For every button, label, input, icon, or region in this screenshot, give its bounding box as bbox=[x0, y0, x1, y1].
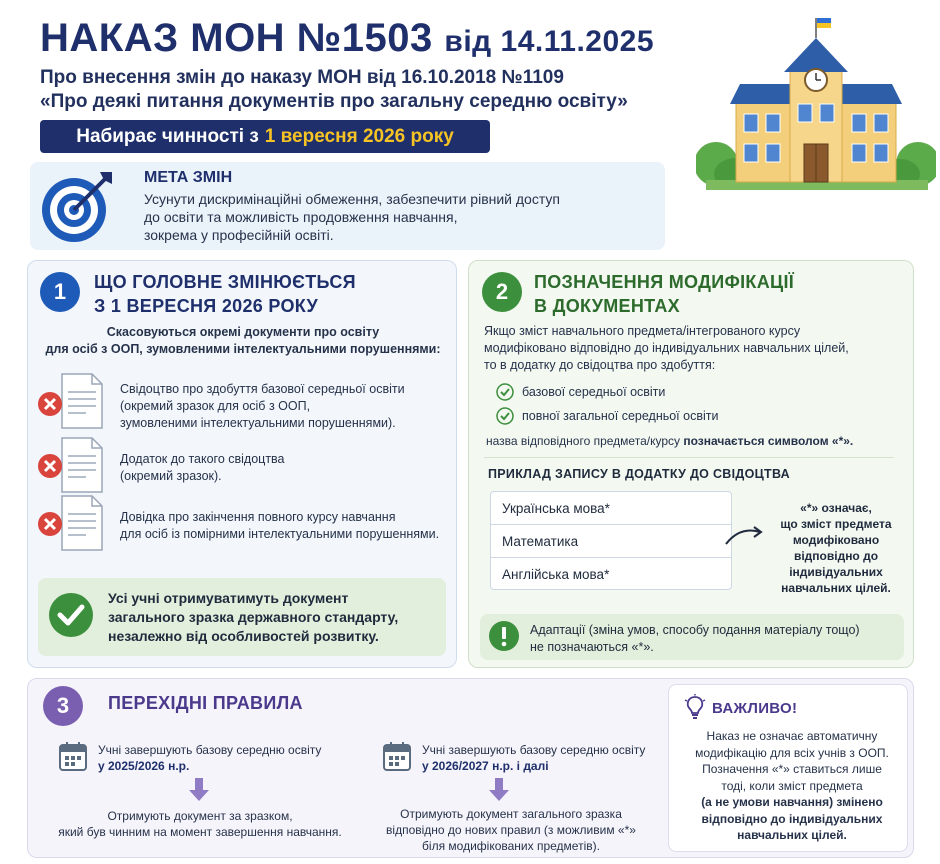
result-line: незалежно від особливостей розвитку. bbox=[108, 628, 379, 644]
adaptation-note-line: Адаптації (зміна умов, способу подання матеріалу тощо) bbox=[530, 623, 860, 637]
example-title: ПРИКЛАД ЗАПИСУ В ДОДАТКУ ДО СВІДОЦТВА bbox=[488, 467, 790, 481]
note-line: «*» означає, bbox=[800, 501, 872, 515]
important-line: модифікацію для всіх учнів з ООП. bbox=[695, 745, 889, 760]
calendar-icon bbox=[382, 740, 412, 772]
subtitle-line-2: «Про деякі питання документів про загальну середню освіту» bbox=[40, 91, 628, 112]
intro-line: Якщо зміст навчального предмета/інтегрованого курсу bbox=[484, 324, 801, 338]
cross-icon bbox=[38, 392, 62, 416]
effective-date: 1 вересня 2026 року bbox=[264, 125, 454, 147]
section-3-title: ПЕРЕХІДНІ ПРАВИЛА bbox=[108, 693, 303, 713]
case-condition-text: Учні завершують базову середню освіту bbox=[422, 743, 646, 757]
case-result-line: Отримують документ загального зразка bbox=[400, 807, 622, 821]
case-result-line: Отримують документ за зразком, bbox=[107, 809, 293, 823]
check-item-label: повної загальної середньої освіти bbox=[522, 409, 719, 423]
section-1-title-line: З 1 ВЕРЕСНЯ 2026 РОКУ bbox=[94, 296, 318, 316]
example-row: Англійська мова* bbox=[502, 567, 610, 582]
document-title: Додаток до такого свідоцтва bbox=[120, 452, 285, 466]
effective-prefix: Набирає чинності з bbox=[76, 125, 259, 147]
calendar-icon bbox=[58, 740, 88, 772]
divider bbox=[484, 457, 894, 458]
exclamation-icon bbox=[488, 620, 520, 652]
section-modification-marking bbox=[468, 260, 914, 668]
document-icon bbox=[62, 438, 102, 492]
result-text bbox=[108, 589, 438, 646]
important-line: Позначення «*» ставиться лише bbox=[702, 762, 882, 776]
document-icon bbox=[62, 374, 102, 428]
case-year: у 2026/2027 н.р. і далі bbox=[422, 759, 549, 773]
important-line: відповідно до індивідуальних bbox=[701, 811, 883, 826]
result-line: Усі учні отримуватимуть документ bbox=[108, 590, 349, 606]
school-building-icon bbox=[696, 14, 936, 190]
example-note bbox=[760, 500, 912, 596]
check-item bbox=[496, 407, 718, 425]
goal-text bbox=[144, 190, 644, 244]
case-result-line: відповідно до нових правил (з можливим «*» bbox=[386, 823, 636, 837]
adaptation-note bbox=[530, 622, 890, 656]
section-2-title bbox=[534, 270, 794, 318]
symbol-rule-bold: позначається символом «*». bbox=[683, 434, 854, 448]
check-circle-icon bbox=[48, 592, 94, 638]
important-title: ВАЖЛИВО! bbox=[712, 700, 798, 717]
note-line: індивідуальних bbox=[789, 565, 883, 579]
section-2-intro bbox=[484, 323, 894, 374]
cancelled-document-icon bbox=[36, 436, 106, 494]
effective-date-banner bbox=[40, 120, 490, 153]
subtitle-line-1: Про внесення змін до наказу МОН від 16.10.2018 №1109 bbox=[40, 67, 564, 88]
example-row: Математика bbox=[502, 534, 579, 549]
example-row: Українська мова* bbox=[502, 501, 610, 516]
check-circle-icon bbox=[496, 383, 514, 401]
target-icon bbox=[40, 168, 116, 244]
case-result-line: який був чинним на момент завершення навчання. bbox=[58, 825, 342, 839]
goal-title: МЕТА ЗМІН bbox=[144, 169, 233, 186]
intro-line: модифіковано відповідно до індивідуальних навчальних цілей, bbox=[484, 341, 849, 355]
goal-text-line: до освіти та можливість продовження навчання, bbox=[144, 209, 458, 225]
note-line: що зміст предмета bbox=[780, 517, 892, 531]
case-2-condition bbox=[422, 742, 645, 774]
cross-icon bbox=[38, 454, 62, 478]
symbol-rule bbox=[486, 434, 853, 448]
intro-line: то в додатку до свідоцтва про здобуття: bbox=[484, 358, 716, 372]
order-title: НАКАЗ МОН №1503 bbox=[40, 16, 433, 60]
section-1-title-line: ЩО ГОЛОВНЕ ЗМІНЮЄТЬСЯ bbox=[94, 272, 356, 292]
section-2-title-line: ПОЗНАЧЕННЯ МОДИФІКАЦІЇ bbox=[534, 272, 795, 292]
cancelled-document-icon bbox=[36, 494, 106, 552]
check-circle-icon bbox=[496, 407, 514, 425]
section-number-1: 1 bbox=[40, 272, 80, 312]
cross-icon bbox=[38, 512, 62, 536]
symbol-rule-prefix: назва відповідного предмета/курсу bbox=[486, 434, 680, 448]
intro-line: Скасовуються окремі документи про освіту bbox=[106, 325, 380, 339]
case-result-line: біля модифікованих предметів). bbox=[422, 839, 600, 853]
section-1-title bbox=[94, 270, 356, 318]
document-title: Свідоцтво про здобуття базової середньої освіти bbox=[120, 382, 405, 396]
arrow-down-icon bbox=[488, 778, 510, 802]
document-note: для осіб із помірними інтелектуальними порушеннями. bbox=[120, 527, 440, 541]
important-line: (а не умови навчання) змінено bbox=[701, 795, 883, 809]
cancelled-document-2 bbox=[120, 451, 455, 485]
intro-line: для осіб з ООП, зумовленими інтелектуальними порушеннями: bbox=[45, 342, 441, 356]
goal-text-line: зокрема у професійній освіті. bbox=[144, 227, 334, 243]
note-line: навчальних цілей. bbox=[781, 581, 891, 595]
note-line: модифіковано bbox=[792, 533, 880, 547]
document-note: (окремий зразок для осіб з ООП, bbox=[120, 399, 311, 413]
cancelled-document-1 bbox=[120, 381, 455, 432]
section-1-intro bbox=[38, 324, 448, 358]
section-number-3: 3 bbox=[43, 686, 83, 726]
goal-text-line: Усунути дискримінаційні обмеження, забезпечити рівний доступ bbox=[144, 191, 560, 207]
adaptation-note-line: не позначаються «*». bbox=[530, 640, 654, 654]
case-1-condition bbox=[98, 742, 321, 774]
document-note: (окремий зразок). bbox=[120, 469, 222, 483]
case-year: у 2025/2026 н.р. bbox=[98, 759, 190, 773]
arrow-down-icon bbox=[188, 778, 210, 802]
important-line: навчальних цілей. bbox=[737, 828, 847, 842]
cancelled-document-3 bbox=[120, 509, 455, 543]
page-subtitle bbox=[40, 66, 628, 114]
document-note: зумовленими інтелектуальними порушеннями). bbox=[120, 416, 396, 430]
order-date: від 14.11.2025 bbox=[444, 25, 655, 58]
case-condition-text: Учні завершують базову середню освіту bbox=[98, 743, 322, 757]
document-title: Довідка про закінчення повного курсу навчання bbox=[120, 510, 396, 524]
lightbulb-icon bbox=[684, 694, 706, 720]
important-line: Наказ не означає автоматичну bbox=[706, 729, 878, 743]
section-2-title-line: В ДОКУМЕНТАХ bbox=[534, 296, 680, 316]
page-title bbox=[40, 16, 654, 61]
cancelled-document-icon bbox=[36, 372, 106, 430]
important-line: тоді, коли зміст предмета bbox=[721, 778, 863, 793]
result-line: загального зразка державного стандарту, bbox=[108, 609, 399, 625]
case-2-result bbox=[366, 806, 656, 854]
document-icon bbox=[62, 496, 102, 550]
check-item-label: базової середньої освіти bbox=[522, 385, 666, 399]
check-item bbox=[496, 383, 665, 401]
case-1-result bbox=[40, 808, 360, 840]
section-number-2: 2 bbox=[482, 272, 522, 312]
important-text bbox=[684, 728, 900, 844]
note-line: відповідно до bbox=[793, 549, 879, 563]
